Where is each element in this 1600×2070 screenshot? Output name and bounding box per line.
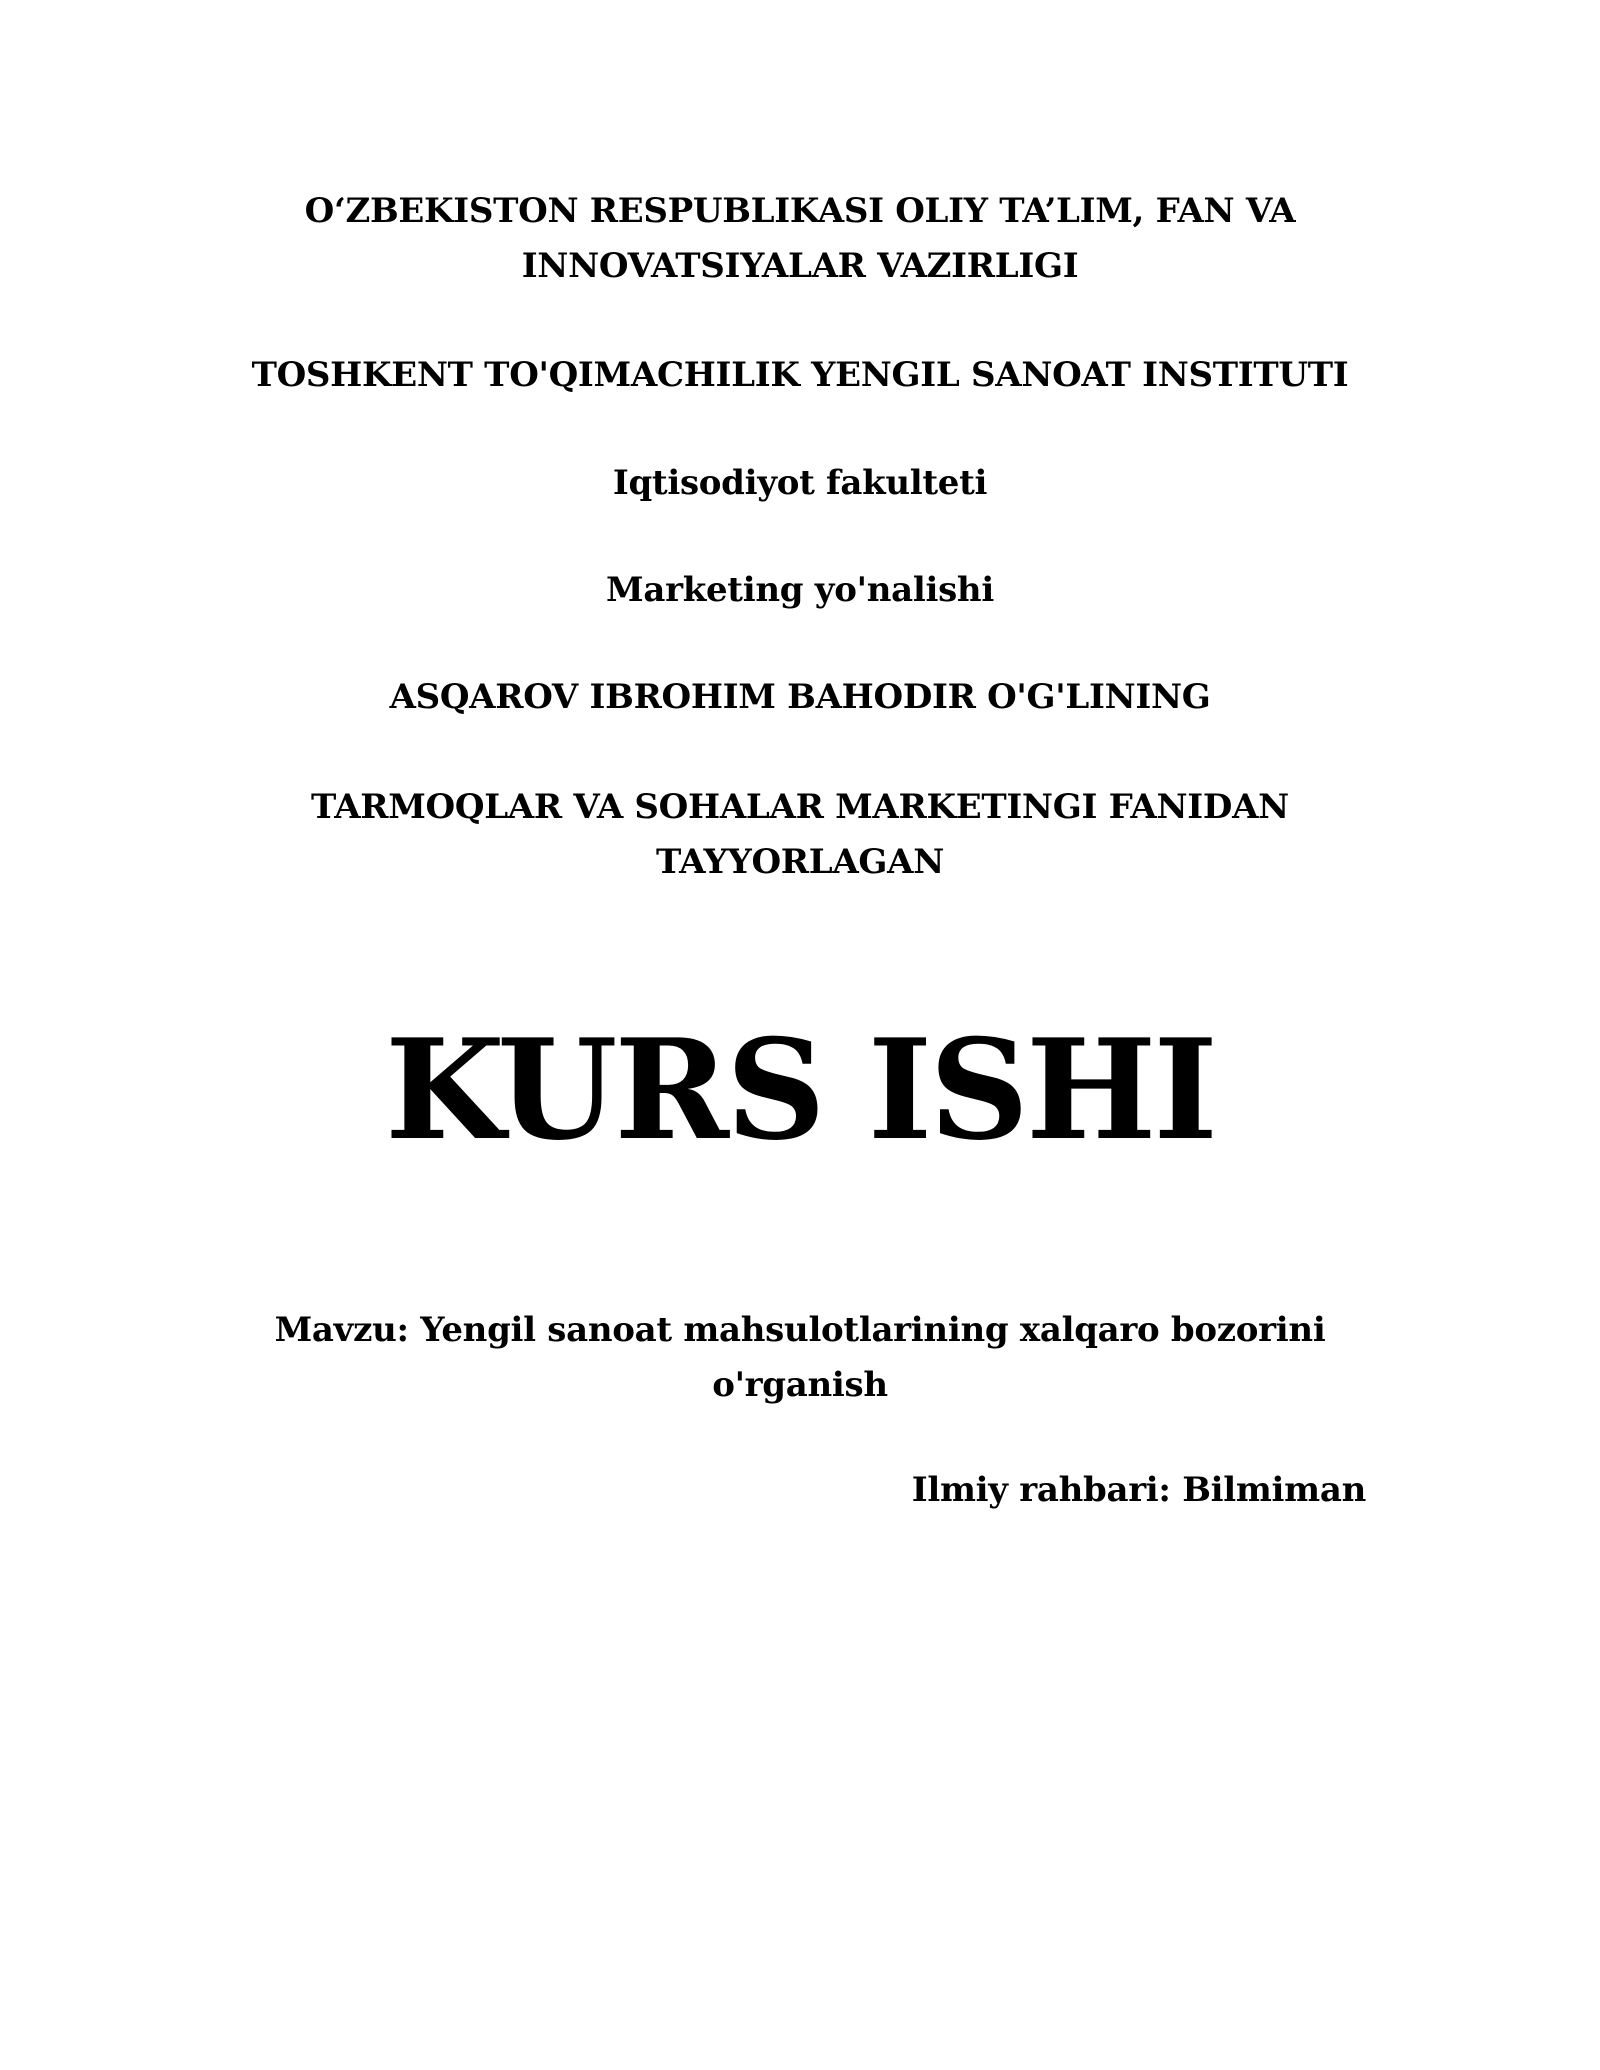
institute-name: TOSHKENT TO'QIMACHILIK YENGIL SANOAT INSTITUTI <box>251 355 1349 395</box>
ministry-heading-line2: INNOVATSIYALAR VAZIRLIGI <box>521 246 1079 286</box>
faculty-name: Iqtisodiyot fakulteti <box>612 463 988 503</box>
subject-line1: TARMOQLAR VA SOHALAR MARKETINGI FANIDAN <box>311 787 1289 827</box>
supervisor-line: Ilmiy rahbari: Bilmiman <box>911 1470 1366 1510</box>
document-title: KURS ISHI <box>385 1008 1215 1171</box>
topic-line1: Mavzu: Yengil sanoat mahsulotlarining xalqaro bozorini <box>274 1310 1326 1350</box>
student-name: ASQAROV IBROHIM BAHODIR O'G'LINING <box>389 677 1211 717</box>
subject-line2: TAYYORLAGAN <box>655 842 945 882</box>
topic-line2: o'rganish <box>712 1365 888 1405</box>
direction-name: Marketing yo'nalishi <box>606 570 994 610</box>
ministry-heading-line1: O‘ZBEKISTON RESPUBLIKASI OLIY TA’LIM, FAN VA <box>304 191 1296 231</box>
